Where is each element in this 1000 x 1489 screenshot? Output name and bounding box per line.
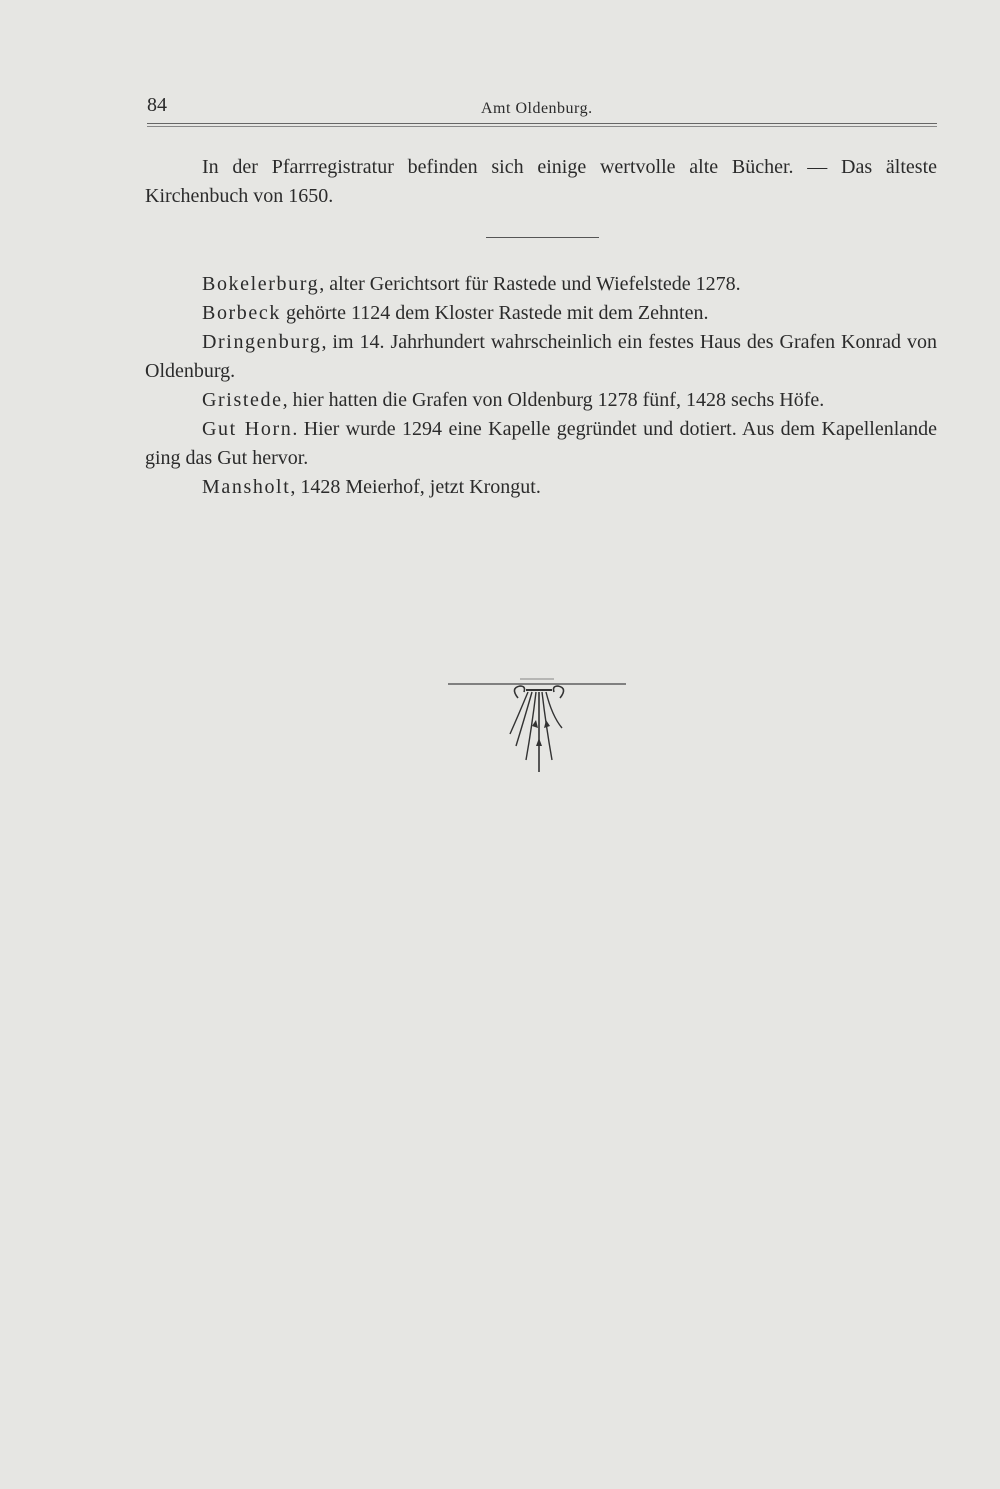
entry-paragraph <box>145 386 937 415</box>
entry-paragraph <box>145 473 937 502</box>
entry-name: Mansholt <box>202 476 291 498</box>
entry-paragraph <box>145 299 937 328</box>
page-number: 84 <box>147 94 167 116</box>
header-rule <box>147 123 937 124</box>
entries-block <box>145 270 937 502</box>
intro-paragraph: In der Pfarrregistratur befinden sich einige wertvolle alte Bücher. — Das älteste Kirchenbuch von 1650. <box>145 156 937 207</box>
entry-text: , hier hatten die Grafen von Oldenburg 1278 fünf, 1428 sechs Höfe. <box>282 389 825 411</box>
entry-name: Borbeck <box>202 302 281 324</box>
header-rule-double <box>147 126 937 127</box>
entry-text: , alter Gerichtsort für Rastede und Wiefelstede 1278. <box>319 273 741 295</box>
entry-text: gehörte 1124 dem Kloster Rastede mit dem Zehnten. <box>280 302 709 324</box>
entry-paragraph <box>145 328 937 386</box>
intro-block <box>145 153 937 211</box>
entry-name: Dringenburg <box>202 331 322 353</box>
end-ornament-icon <box>448 676 628 776</box>
entry-name: Gut Horn <box>202 418 293 440</box>
entry-name: Gristede <box>202 389 283 411</box>
entry-text: , 1428 Meierhof, jetzt Krongut. <box>290 476 541 498</box>
entry-text: . Hier wurde 1294 eine Kapelle gegründet und dotiert. Aus dem Kapellenlande ging das Gut hervor. <box>145 418 938 469</box>
entry-name: Bokelerburg <box>202 273 320 295</box>
running-head: Amt Oldenburg. <box>481 100 593 117</box>
entry-text: , im 14. Jahrhundert wahrscheinlich ein festes Haus des Grafen Konrad von Oldenburg. <box>145 331 937 382</box>
page-header <box>147 92 937 122</box>
entry-paragraph <box>145 415 937 473</box>
entry-paragraph <box>145 270 937 299</box>
section-divider <box>486 237 599 238</box>
